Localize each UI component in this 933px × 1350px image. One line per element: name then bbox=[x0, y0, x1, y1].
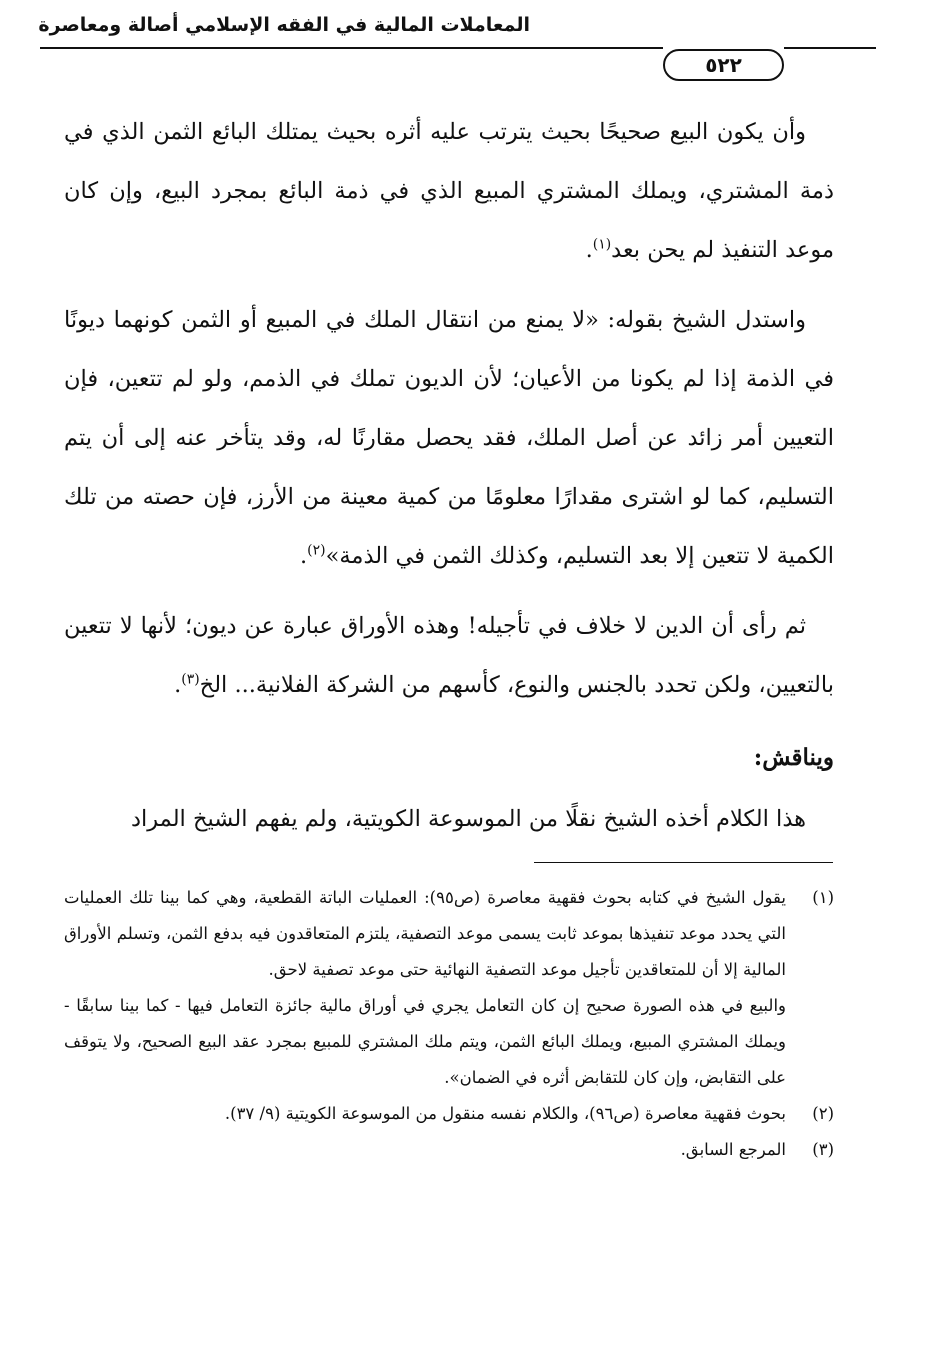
footnote-2 bbox=[64, 1096, 834, 1132]
footnote-number: (٣) bbox=[812, 1140, 834, 1159]
footnote-number: (٢) bbox=[812, 1104, 834, 1123]
paragraph-end: . bbox=[300, 543, 308, 569]
footnote-3 bbox=[64, 1132, 834, 1168]
paragraph-text: وأن يكون البيع صحيحًا بحيث يترتب عليه أثره بحيث يمتلك البائع الثمن الذي في ذمة المشتري، ويملك المشتري المبيع الذي في ذمة البائع بمجرد البيع، وإن كان موعد التنفيذ لم يحن بعد bbox=[64, 119, 834, 263]
paragraph-3 bbox=[64, 597, 834, 715]
footnote-ref-1: (١) bbox=[592, 236, 612, 253]
footnote-text: المرجع السابق. bbox=[680, 1140, 786, 1159]
main-text bbox=[64, 103, 834, 860]
header-rule bbox=[40, 47, 663, 49]
section-heading: ويناقش: bbox=[753, 744, 834, 771]
paragraph-end: . bbox=[585, 237, 593, 263]
footnotes bbox=[64, 880, 834, 1168]
paragraph-4: هذا الكلام أخذه الشيخ نقلًا من الموسوعة الكويتية، ولم يفهم الشيخ المراد bbox=[131, 806, 806, 832]
paragraph-2 bbox=[64, 291, 834, 586]
running-header-title: المعاملات المالية في الفقه الإسلامي أصالة ومعاصرة bbox=[38, 14, 530, 36]
paragraph-1 bbox=[64, 103, 834, 280]
paragraph-text: واستدل الشيخ بقوله: «لا يمنع من انتقال الملك في المبيع أو الثمن كونهما ديونًا في الذمة إذا لم يكونا من الأعيان؛ لأن الديون تملك في الذمم، ولو لم تتعين، فإن التعيين أمر زائد عن أصل الملك، فقد يحصل مقارنًا له، وقد يتأخر عنه إلى أن يتم التسليم، كما لو اشترى مقدارًا معلومًا من كمية معينة من الأرز، فإن حصته من تلك الكمية لا تتعين إلا بعد التسليم، وكذلك الثمن في الذمة» bbox=[64, 307, 834, 569]
footnote-ref-3: (٣) bbox=[181, 671, 200, 688]
header-rule-right bbox=[784, 47, 876, 49]
footnote-separator bbox=[534, 862, 833, 863]
footnote-number: (١) bbox=[812, 888, 834, 907]
footnote-text: بحوث فقهية معاصرة (ص٩٦)، والكلام نفسه منقول من الموسوعة الكويتية (٩/ ٣٧). bbox=[224, 1104, 786, 1123]
footnote-1 bbox=[64, 880, 834, 988]
footnote-text: يقول الشيخ في كتابه بحوث فقهية معاصرة (ص٩٥): العمليات الباتة القطعية، وهي كما بينا تلك العمليات التي يحدد موعد تنفيذها بموعد ثابت يسمى موعد التصفية، يلتزم المتعاقدون فيه بدفع الثمن، وتسلم الأوراق المالية إلا أن للمتعاقدين تأجيل موعد التصفية النهائية حتى موعد تصفية لاحق. bbox=[64, 888, 786, 979]
footnote-ref-2: (٢) bbox=[307, 542, 326, 559]
paragraph-text: ثم رأى أن الدين لا خلاف في تأجيله! وهذه الأوراق عبارة عن ديون؛ لأنها لا تتعين بالتعيين، ولكن تحدد بالجنس والنوع، كأسهم من الشركة الفلانية... الخ bbox=[64, 613, 834, 698]
paragraph-end: . bbox=[174, 672, 182, 698]
footnote-1-continuation: والبيع في هذه الصورة صحيح إن كان التعامل يجري في أوراق مالية جائزة التعامل فيها - كما بينا سابقًا - ويملك المشتري المبيع، ويملك البائع الثمن، ويتم ملك المشتري للمبيع بمجرد عقد البيع الصحيح، ولا يتوقف على التقابض، وإن كان للتقابض أثره في الضمان». bbox=[64, 996, 786, 1087]
page-number-badge: ٥٢٢ bbox=[663, 49, 784, 81]
